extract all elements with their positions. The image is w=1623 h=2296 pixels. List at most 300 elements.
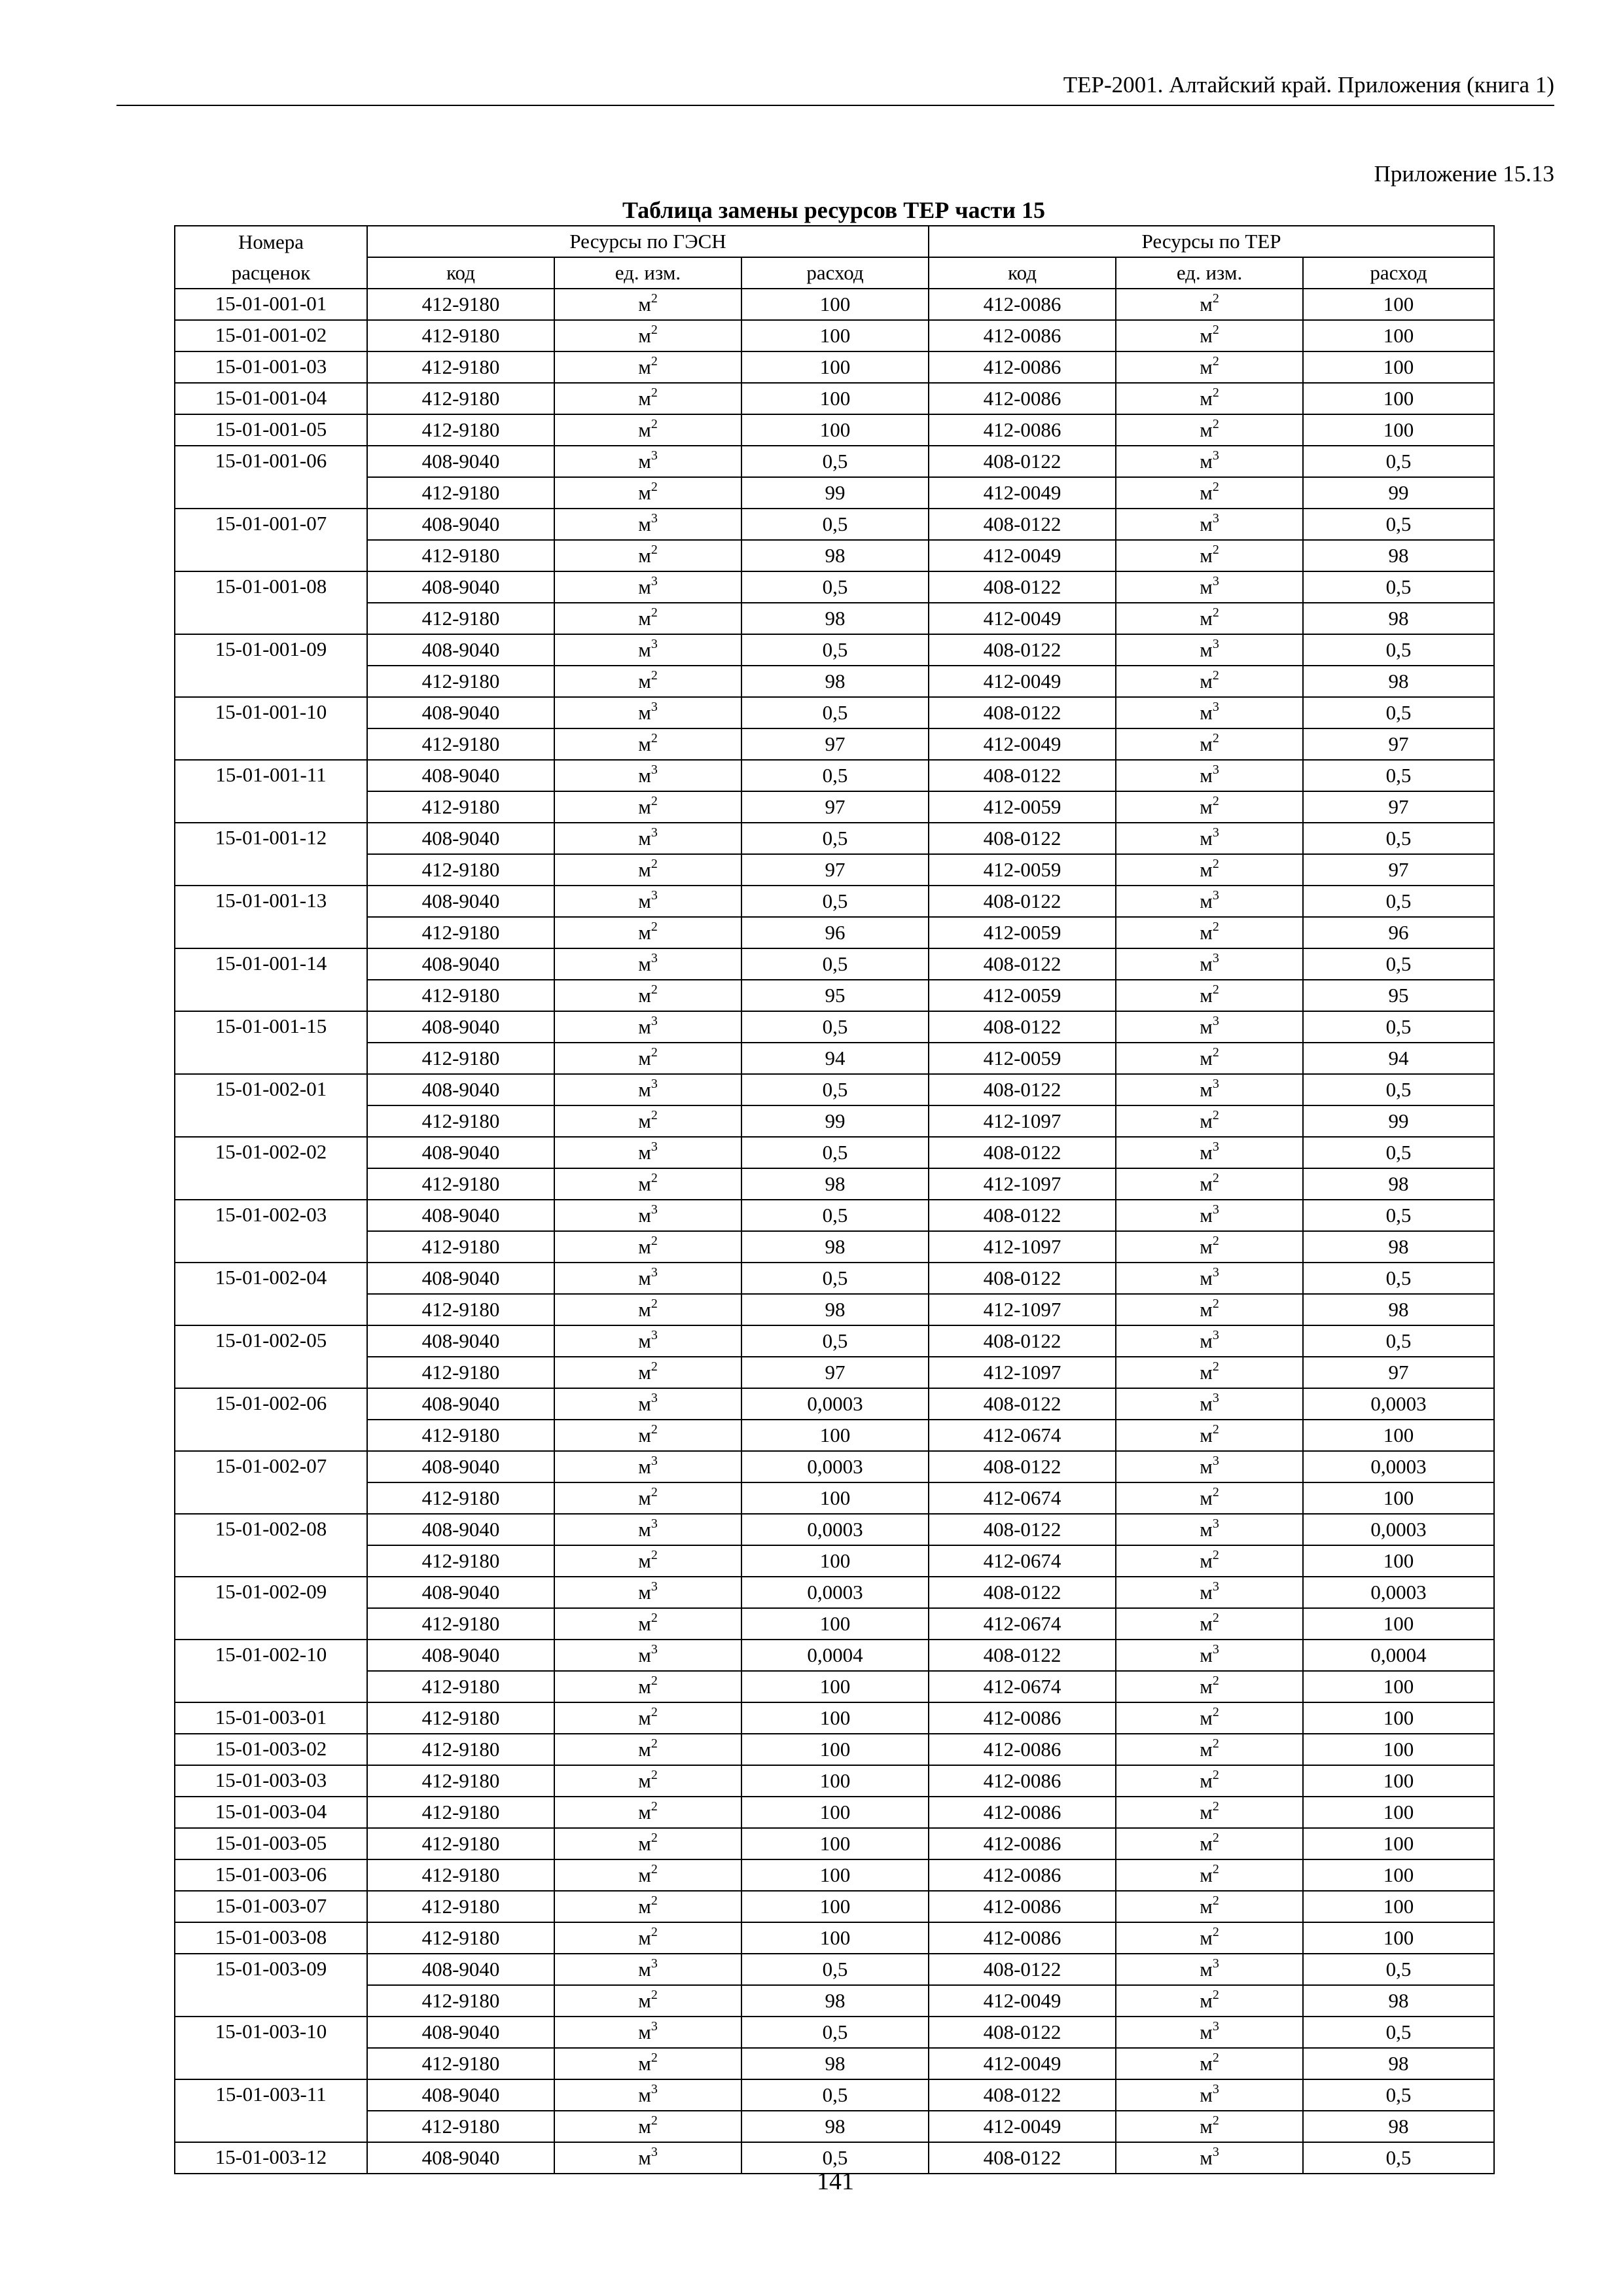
unit-base: м [638,1989,651,2012]
ter-unit-cell [1116,1043,1303,1074]
ter-amount-cell: 100 [1303,1828,1494,1859]
ter-unit-cell [1116,1608,1303,1640]
unit-exponent: 2 [651,982,658,997]
unit-base: м [1200,1643,1213,1666]
ter-code-cell: 412-1097 [929,1231,1116,1263]
unit-exponent: 2 [1212,1171,1219,1185]
ter-code-cell: 408-0122 [929,760,1116,791]
unit-exponent: 3 [651,700,658,714]
gesn-unit-cell [554,509,741,540]
unit-exponent: 2 [651,2051,658,2065]
table-row [175,2079,1494,2111]
ter-amount-cell: 100 [1303,1859,1494,1891]
ter-unit-cell [1116,791,1303,823]
ter-amount-cell: 100 [1303,351,1494,383]
unit-base: м [1200,387,1213,410]
unit-base: м [1200,1109,1213,1132]
unit-base: м [638,1738,651,1761]
unit-exponent: 2 [1212,1988,1219,2002]
col-rate-header-top: Номера [175,226,367,257]
rate-number-cell: 15-01-001-15 [175,1011,367,1043]
ter-unit-cell [1116,1514,1303,1545]
unit-base: м [1200,1078,1213,1101]
unit-exponent: 3 [651,825,658,840]
unit-exponent: 3 [1212,2082,1219,2096]
unit-exponent: 2 [1212,1108,1219,1122]
unit-exponent: 3 [651,1014,658,1028]
gesn-unit-cell [554,728,741,760]
rate-number-cell [175,1482,367,1514]
gesn-amount-cell: 95 [741,980,929,1011]
unit-exponent: 3 [1212,1516,1219,1531]
gesn-code-cell: 412-9180 [367,2048,554,2079]
ter-code-cell: 412-0086 [929,383,1116,414]
unit-base: м [638,1863,651,1886]
table-row [175,1011,1494,1043]
ter-amount-cell: 99 [1303,477,1494,509]
rate-number-cell: 15-01-002-07 [175,1451,367,1482]
gesn-amount-cell: 0,0003 [741,1514,929,1545]
ter-unit-cell [1116,2079,1303,2111]
ter-code-cell: 412-0049 [929,728,1116,760]
ter-code-cell: 412-1097 [929,1105,1116,1137]
ter-unit-cell [1116,1482,1303,1514]
ter-unit-cell [1116,509,1303,540]
unit-base: м [1200,1392,1213,1415]
ter-amount-cell: 0,5 [1303,1325,1494,1357]
unit-exponent: 2 [651,731,658,745]
gesn-amount-cell: 100 [741,1734,929,1765]
gesn-code-cell: 412-9180 [367,854,554,886]
table-row [175,1545,1494,1577]
table-row [175,1294,1494,1325]
unit-base: м [1200,1424,1213,1446]
unit-exponent: 2 [1212,1674,1219,1688]
gesn-amount-cell: 98 [741,2048,929,2079]
gesn-amount-cell: 96 [741,917,929,948]
gesn-amount-cell: 97 [741,728,929,760]
gesn-unit-cell [554,980,741,1011]
table-row [175,760,1494,791]
ter-amount-cell: 100 [1303,1608,1494,1640]
rate-number-cell [175,1671,367,1702]
gesn-code-cell: 408-9040 [367,1074,554,1105]
ter-unit-cell [1116,477,1303,509]
ter-unit-cell [1116,2111,1303,2142]
unit-exponent: 2 [651,1422,658,1437]
unit-exponent: 3 [1212,951,1219,965]
ter-unit-cell [1116,886,1303,917]
ter-code-cell: 408-0122 [929,1137,1116,1168]
unit-exponent: 3 [651,1202,658,1217]
unit-exponent: 3 [1212,448,1219,463]
unit-base: м [638,2083,651,2106]
unit-base: м [1200,1706,1213,1729]
ter-unit-cell [1116,1200,1303,1231]
gesn-unit-cell [554,1608,741,1640]
rate-number-cell: 15-01-002-04 [175,1263,367,1294]
gesn-code-cell: 412-9180 [367,477,554,509]
unit-exponent: 2 [651,1234,658,1248]
gesn-amount-cell: 0,5 [741,760,929,791]
unit-exponent: 2 [1212,1768,1219,1782]
unit-base: м [638,1015,651,1038]
ter-unit-cell [1116,383,1303,414]
ter-code-cell: 412-0059 [929,854,1116,886]
ter-amount-cell: 100 [1303,1420,1494,1451]
gesn-code-cell: 408-9040 [367,823,554,854]
unit-base: м [1200,1989,1213,2012]
unit-exponent: 3 [651,1579,658,1594]
unit-exponent: 2 [1212,731,1219,745]
table-row [175,351,1494,383]
table-row [175,571,1494,603]
unit-base: м [1200,2146,1213,2169]
ter-unit-cell [1116,1734,1303,1765]
ter-unit-cell [1116,1577,1303,1608]
gesn-unit-cell [554,1765,741,1797]
gesn-amount-cell: 100 [741,1859,929,1891]
ter-amount-cell: 100 [1303,1922,1494,1954]
unit-exponent: 2 [651,1893,658,1908]
ter-amount-cell: 97 [1303,854,1494,886]
ter-amount-cell: 100 [1303,1545,1494,1577]
table-row [175,634,1494,666]
unit-exponent: 3 [1212,574,1219,588]
ter-unit-cell [1116,1074,1303,1105]
ter-code-cell: 412-0086 [929,1702,1116,1734]
gesn-unit-cell [554,1922,741,1954]
rate-number-cell: 15-01-001-11 [175,760,367,791]
ter-unit-cell [1116,1294,1303,1325]
unit-exponent: 2 [651,2113,658,2128]
ter-amount-cell: 0,5 [1303,1074,1494,1105]
gesn-amount-cell: 0,5 [741,948,929,980]
unit-exponent: 3 [651,2082,658,2096]
unit-exponent: 2 [1212,323,1219,337]
unit-exponent: 3 [1212,1956,1219,1971]
unit-exponent: 2 [1212,480,1219,494]
unit-exponent: 3 [651,2145,658,2159]
gesn-code-cell: 408-9040 [367,1388,554,1420]
unit-exponent: 2 [1212,1925,1219,1939]
gesn-amount-cell: 100 [741,351,929,383]
unit-base: м [638,984,651,1007]
gesn-amount-cell: 97 [741,854,929,886]
gesn-amount-cell: 97 [741,791,929,823]
ter-code-cell: 408-0122 [929,1074,1116,1105]
table-row [175,666,1494,697]
table-row [175,1765,1494,1797]
rate-number-cell: 15-01-001-13 [175,886,367,917]
gesn-code-cell: 412-9180 [367,289,554,320]
gesn-unit-cell [554,1357,741,1388]
gesn-code-cell: 408-9040 [367,886,554,917]
gesn-code-cell: 412-9180 [367,1168,554,1200]
unit-exponent: 2 [1212,605,1219,620]
appendix-label: Приложение 15.13 [1374,161,1554,187]
ter-amount-cell: 98 [1303,1294,1494,1325]
ter-unit-cell [1116,980,1303,1011]
table-row [175,603,1494,634]
unit-exponent: 3 [1212,2019,1219,2034]
unit-base: м [1200,858,1213,881]
unit-base: м [1200,1361,1213,1384]
unit-base: м [1200,1581,1213,1604]
unit-exponent: 2 [1212,291,1219,306]
gesn-amount-cell: 0,5 [741,571,929,603]
table-row [175,1985,1494,2017]
ter-amount-cell: 100 [1303,1891,1494,1922]
gesn-code-cell: 408-9040 [367,1451,554,1482]
unit-base: м [1200,1675,1213,1698]
ter-unit-cell [1116,1105,1303,1137]
unit-base: м [638,889,651,912]
gesn-amount-cell: 100 [741,1482,929,1514]
ter-code-cell: 408-0122 [929,1514,1116,1545]
unit-exponent: 2 [651,480,658,494]
ter-unit-cell [1116,1357,1303,1388]
ter-amount-cell: 100 [1303,289,1494,320]
unit-exponent: 2 [1212,354,1219,368]
gesn-amount-cell: 98 [741,2111,929,2142]
ter-code-cell: 412-0086 [929,289,1116,320]
ter-unit-cell [1116,1451,1303,1482]
table-row [175,917,1494,948]
unit-base: м [1200,450,1213,473]
ter-code-cell: 412-0049 [929,477,1116,509]
unit-base: м [638,1047,651,1069]
ter-amount-cell: 98 [1303,540,1494,571]
table-row [175,320,1494,351]
gesn-code-cell: 412-9180 [367,1859,554,1891]
ter-unit-cell [1116,351,1303,383]
unit-base: м [638,387,651,410]
gesn-unit-cell [554,1891,741,1922]
ter-amount-cell: 100 [1303,414,1494,446]
gesn-code-cell: 408-9040 [367,634,554,666]
table-row [175,1357,1494,1388]
unit-base: м [1200,575,1213,598]
unit-exponent: 2 [651,1705,658,1719]
unit-exponent: 2 [1212,1831,1219,1845]
unit-base: м [638,1895,651,1918]
unit-base: м [638,1204,651,1227]
ter-code-cell: 408-0122 [929,1640,1116,1671]
gesn-code-cell: 408-9040 [367,1954,554,1985]
unit-base: м [1200,293,1213,315]
unit-exponent: 3 [651,448,658,463]
gesn-code-cell: 412-9180 [367,320,554,351]
unit-base: м [1200,1266,1213,1289]
gesn-amount-cell: 99 [741,1105,929,1137]
rate-number-cell: 15-01-003-03 [175,1765,367,1797]
table-row [175,1231,1494,1263]
ter-amount-cell: 98 [1303,1985,1494,2017]
rate-number-cell [175,540,367,571]
gesn-unit-cell [554,917,741,948]
gesn-unit-cell [554,414,741,446]
table-row [175,1702,1494,1734]
ter-amount-cell: 97 [1303,791,1494,823]
ter-code-cell: 412-0086 [929,1828,1116,1859]
ter-code-cell: 408-0122 [929,1388,1116,1420]
gesn-code-cell: 408-9040 [367,1200,554,1231]
table-row [175,1608,1494,1640]
ter-code-cell: 408-0122 [929,1954,1116,1985]
unit-exponent: 2 [1212,1611,1219,1625]
ter-unit-cell [1116,1891,1303,1922]
rate-number-cell: 15-01-003-08 [175,1922,367,1954]
unit-base: м [1200,670,1213,692]
ter-unit-cell [1116,2048,1303,2079]
gesn-unit-cell [554,1954,741,1985]
unit-base: м [638,355,651,378]
ter-amount-cell: 95 [1303,980,1494,1011]
table-row [175,1891,1494,1922]
rate-number-cell: 15-01-002-01 [175,1074,367,1105]
gesn-code-cell: 408-9040 [367,948,554,980]
ter-code-cell: 408-0122 [929,1325,1116,1357]
ter-amount-cell: 0,5 [1303,948,1494,980]
gesn-code-cell: 412-9180 [367,1482,554,1514]
unit-base: м [638,1675,651,1698]
gesn-unit-cell [554,1263,741,1294]
gesn-code-cell: 412-9180 [367,351,554,383]
ter-code-cell: 412-1097 [929,1357,1116,1388]
unit-exponent: 2 [651,1548,658,1562]
rate-number-cell: 15-01-002-08 [175,1514,367,1545]
ter-code-cell: 412-0086 [929,414,1116,446]
gesn-unit-cell [554,383,741,414]
gesn-code-cell: 408-9040 [367,446,554,477]
ter-unit-cell [1116,2017,1303,2048]
gesn-unit-cell [554,791,741,823]
unit-exponent: 2 [651,291,658,306]
rate-number-cell: 15-01-001-01 [175,289,367,320]
unit-exponent: 3 [1212,511,1219,526]
unit-base: м [638,2052,651,2075]
gesn-unit-cell [554,1420,741,1451]
gesn-unit-cell [554,2048,741,2079]
rate-number-cell: 15-01-002-03 [175,1200,367,1231]
gesn-code-cell: 412-9180 [367,1420,554,1451]
gesn-amount-cell: 0,5 [741,823,929,854]
gesn-unit-cell [554,1451,741,1482]
unit-exponent: 2 [1212,386,1219,400]
unit-exponent: 2 [651,354,658,368]
unit-exponent: 2 [651,1045,658,1060]
rate-number-cell [175,980,367,1011]
rate-number-cell: 15-01-001-04 [175,383,367,414]
rate-number-cell [175,1168,367,1200]
gesn-unit-cell [554,571,741,603]
unit-base: м [1200,2020,1213,2043]
unit-base: м [1200,921,1213,944]
ter-amount-cell: 0,5 [1303,1137,1494,1168]
unit-base: м [638,1172,651,1195]
gesn-code-cell: 408-9040 [367,1325,554,1357]
unit-exponent: 2 [1212,543,1219,557]
gesn-amount-cell: 0,5 [741,1074,929,1105]
page-number: 141 [817,2168,854,2195]
unit-base: м [1200,607,1213,630]
rate-number-cell: 15-01-003-10 [175,2017,367,2048]
ter-amount-cell: 0,5 [1303,571,1494,603]
ter-unit-cell [1116,917,1303,948]
table-row [175,791,1494,823]
rate-number-cell: 15-01-002-02 [175,1137,367,1168]
unit-base: м [1200,2115,1213,2138]
unit-exponent: 3 [1212,1579,1219,1594]
rate-number-cell: 15-01-003-07 [175,1891,367,1922]
ter-code-cell: 412-0059 [929,980,1116,1011]
ter-amount-cell: 0,0003 [1303,1451,1494,1482]
ter-code-cell: 412-0674 [929,1671,1116,1702]
gesn-unit-cell [554,1105,741,1137]
gesn-code-cell: 408-9040 [367,509,554,540]
ter-code-cell: 412-0086 [929,351,1116,383]
unit-base: м [1200,1801,1213,1823]
gesn-code-cell: 412-9180 [367,1043,554,1074]
ter-code-cell: 412-0086 [929,1765,1116,1797]
ter-code-cell: 412-0049 [929,666,1116,697]
gesn-amount-cell: 100 [741,1671,929,1702]
unit-base: м [1200,418,1213,441]
gesn-unit-cell [554,1702,741,1734]
table-row [175,2017,1494,2048]
ter-code-cell: 412-1097 [929,1294,1116,1325]
gesn-code-cell: 412-9180 [367,1702,554,1734]
ter-amount-cell: 100 [1303,1765,1494,1797]
gesn-amount-cell: 0,5 [741,1325,929,1357]
unit-exponent: 3 [651,637,658,651]
unit-base: м [638,1706,651,1729]
gesn-code-cell: 412-9180 [367,1797,554,1828]
table-row [175,2048,1494,2079]
ter-code-cell: 408-0122 [929,823,1116,854]
ter-code-cell: 412-1097 [929,1168,1116,1200]
unit-base: м [1200,1486,1213,1509]
rate-number-cell [175,1985,367,2017]
unit-exponent: 2 [651,543,658,557]
unit-base: м [638,2146,651,2169]
unit-exponent: 2 [651,1799,658,1814]
table-row [175,1922,1494,1954]
unit-base: м [1200,2083,1213,2106]
gesn-amount-cell: 100 [741,414,929,446]
ter-unit-cell [1116,414,1303,446]
gesn-amount-cell: 94 [741,1043,929,1074]
ter-code-cell: 412-0086 [929,1859,1116,1891]
unit-exponent: 3 [651,762,658,777]
ter-unit-cell [1116,603,1303,634]
gesn-unit-cell [554,1797,741,1828]
unit-exponent: 3 [651,888,658,903]
unit-exponent: 2 [651,1485,658,1499]
gesn-amount-cell: 0,5 [741,509,929,540]
unit-exponent: 3 [651,1516,658,1531]
gesn-code-cell: 412-9180 [367,1608,554,1640]
ter-unit-cell [1116,1797,1303,1828]
gesn-code-cell: 408-9040 [367,760,554,791]
table-row [175,1577,1494,1608]
unit-exponent: 2 [1212,857,1219,871]
ter-amount-cell: 98 [1303,666,1494,697]
ter-code-cell: 408-0122 [929,571,1116,603]
unit-exponent: 3 [651,1265,658,1280]
table-row [175,1734,1494,1765]
